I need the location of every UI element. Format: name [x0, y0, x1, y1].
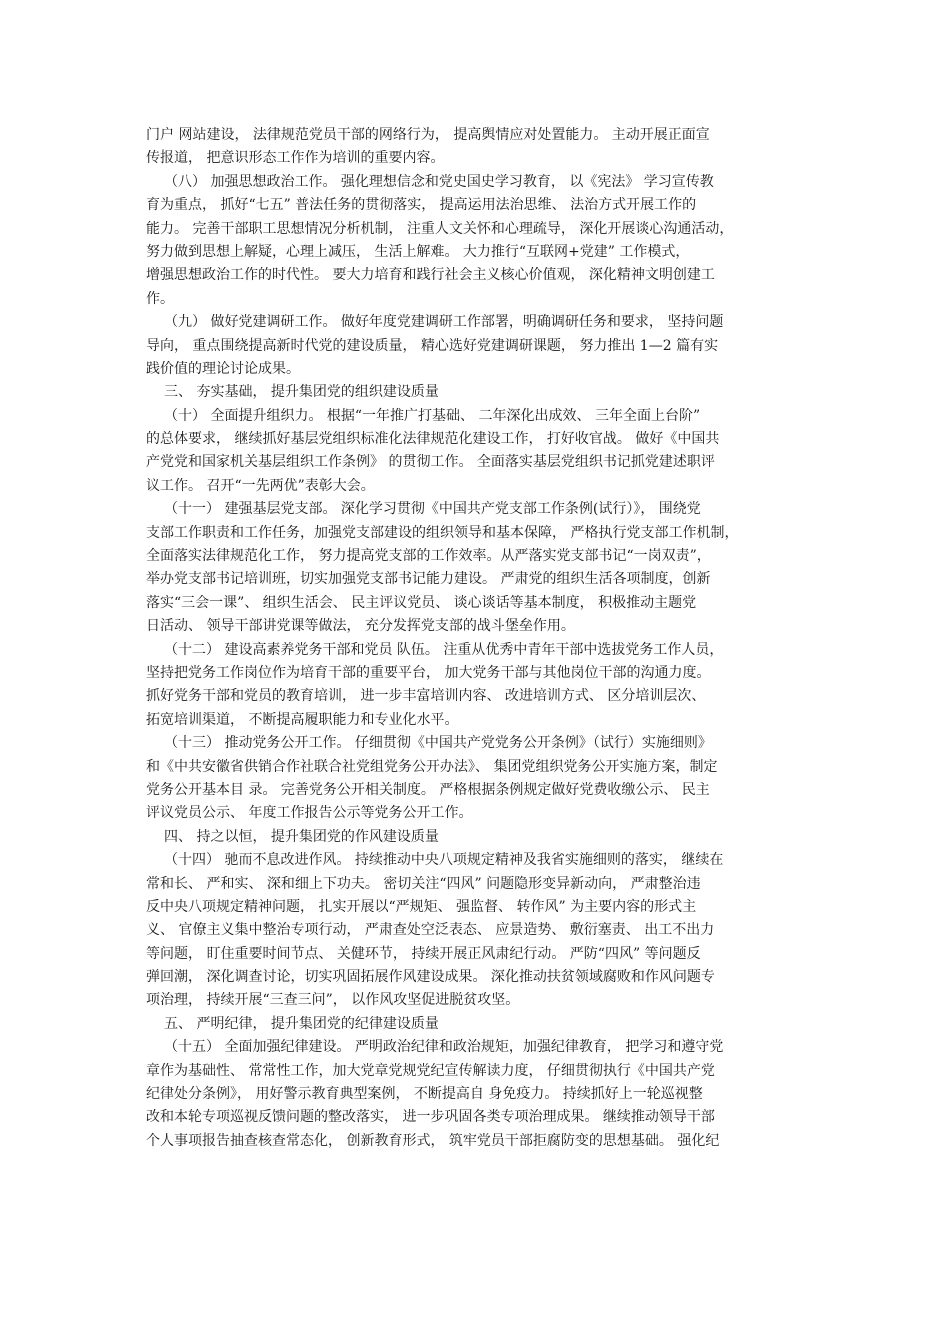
text-line: 日活动、 领导干部讲党课等做法， 充分发挥党支部的战斗堡垒作用。	[146, 618, 575, 635]
text-line: 纪律处分条例》， 用好警示教育典型案例， 不断提高自 身免疫力。 持续抓好上一轮巡视整	[146, 1086, 703, 1103]
text-line: 和《中共安徽省供销合作社联合社党组党务公开办法》、 集团党组织党务公开实施方案，制定	[146, 758, 718, 775]
text-line: 举办党支部书记培训班，切实加强党支部书记能力建设。 严肃党的组织生活各项制度，创新	[146, 571, 711, 588]
text-line: 抓好党务干部和党员的教育培训， 进一步丰富培训内容、 改进培训方式、 区分培训层次、	[146, 688, 706, 705]
text-line: 章作为基础性、 常常性工作，加大党章党规党纪宣传解读力度， 仔细贯彻执行《中国共产党	[146, 1062, 715, 1079]
text-line: （十三） 推动党务公开工作。 仔细贯彻《中国共产党党务公开条例》（试行）实施细则》	[164, 735, 712, 752]
text-line: 五、 严明纪律， 提升集团党的纪律建设质量	[164, 1015, 439, 1032]
text-line: 产党党和国家机关基层组织工作条例》 的贯彻工作。 全面落实基层党组织书记抓党建述职评	[146, 454, 715, 471]
text-line: 导向， 重点围绕提高新时代党的建设质量， 精心选好党建调研课题， 努力推出 1—2 篇有实	[146, 337, 719, 354]
text-line: 作。	[146, 290, 174, 307]
text-line: 拓宽培训渠道， 不断提高履职能力和专业化水平。	[146, 711, 459, 728]
text-line: 党务公开基本目 录。 完善党务公开相关制度。 严格根据条例规定做好党费收缴公示、 民主	[146, 781, 710, 798]
text-line: 四、 持之以恒， 提升集团党的作风建设质量	[164, 828, 439, 845]
text-line: 改和本轮专项巡视反馈问题的整改落实， 进一步巩固各类专项治理成果。 继续推动领导干部	[146, 1109, 715, 1126]
text-line: 个人事项报告抽查核查常态化， 创新教育形式， 筑牢党员干部拒腐防变的思想基础。 强化纪	[146, 1132, 720, 1149]
text-line: （十二） 建设高素养党务干部和党员 队伍。 注重从优秀中青年干部中选拔党务工作人员，	[164, 641, 724, 658]
text-line: （九） 做好党建调研工作。 做好年度党建调研工作部署，明确调研任务和要求， 坚持问题	[164, 314, 724, 331]
text-line: （十五） 全面加强纪律建设。 严明政治纪律和政治规矩，加强纪律教育， 把学习和遵守党	[164, 1039, 724, 1056]
text-line: 等问题， 盯住重要时间节点、 关健环节， 持续开展正风肃纪行动。 严防“四风” 等问题反	[146, 945, 701, 962]
text-line: 能力。 完善干部职工思想情况分析机制， 注重人文关怀和心理疏导， 深化开展谈心沟通活动，	[146, 220, 734, 237]
text-line: 传报道， 把意识形态工作作为培训的重要内容。	[146, 150, 445, 167]
text-line: 努力做到思想上解疑，心理上减压， 生活上解难。 大力推行“互联网+党建” 工作模式，	[146, 243, 690, 260]
text-line: 坚持把党务工作岗位作为培育干部的重要平台， 加大党务干部与其他岗位干部的沟通力度。	[146, 664, 711, 681]
text-line: （十四） 驰而不息改进作风。 持续推动中央八项规定精神及我省实施细则的落实， 继续在	[164, 852, 724, 869]
text-line: （八） 加强思想政治工作。 强化理想信念和党史国史学习教育， 以《宪法》 学习宣传教	[164, 173, 714, 190]
text-line: 项治理， 持续开展“三查三问”， 以作风攻坚促进脱贫攻坚。	[146, 992, 520, 1009]
text-line: 三、 夯实基础， 提升集团党的组织建设质量	[164, 384, 439, 401]
text-line: 落实“三会一课”、 组织生活会、 民主评议党员、 谈心谈话等基本制度， 积极推动主题党	[146, 594, 697, 611]
text-line: 弹回潮， 深化调查讨论，切实巩固拓展作风建设成果。 深化推动扶贫领域腐败和作风问题专	[146, 969, 715, 986]
text-line: 全面落实法律规范化工作， 努力提高党支部的工作效率。从严落实党支部书记“一岗双责”，	[146, 548, 711, 565]
text-line: 育为重点， 抓好“七五” 普法任务的贯彻落实， 提高运用法治思维、 法治方式开展工作的	[146, 197, 697, 214]
text-line: 践价值的理论讨论成果。	[146, 360, 300, 377]
text-line: （十一） 建强基层党支部。 深化学习贯彻《中国共产党支部工作条例(试行）》， 围绕党	[164, 501, 701, 518]
text-line: 议工作。 召开“一先两优”表彰大会。	[146, 477, 375, 494]
text-line: 常和长、 严和实、 深和细上下功夫。 密切关注“四风” 问题隐形变异新动向， 严肃整治违	[146, 875, 701, 892]
text-line: 门户 网站建设， 法律规范党员干部的网络行为， 提高舆情应对处置能力。 主动开展正面宣	[146, 127, 710, 143]
text-line: 的总体要求， 继续抓好基层党组织标准化法律规范化建设工作， 打好收官战。 做好《中国共	[146, 431, 720, 448]
text-line: 评议党员公示、 年度工作报告公示等党务公开工作。	[146, 805, 473, 822]
text-line: 支部工作职责和工作任务，加强党支部建设的组织领导和基本保障， 严格执行党支部工作机制，	[146, 524, 739, 541]
text-line: （十） 全面提升组织力。 根据“一年推广打基础、 二年深化出成效、 三年全面上台阶”	[164, 407, 701, 424]
text-line: 反中央八项规定精神问题， 扎实开展以“严规矩、 强监督、 转作风” 为主要内容的形式主	[146, 898, 697, 915]
text-line: 义、 官僚主义集中整治专项行动， 严肃查处空泛表态、 应景造势、 敷衍塞责、 出工不出力	[146, 922, 715, 939]
document-body	[146, 124, 810, 1153]
text-line: 增强思想政治工作的时代性。 要大力培育和践行社会主义核心价值观， 深化精神文明创建工	[146, 267, 715, 284]
